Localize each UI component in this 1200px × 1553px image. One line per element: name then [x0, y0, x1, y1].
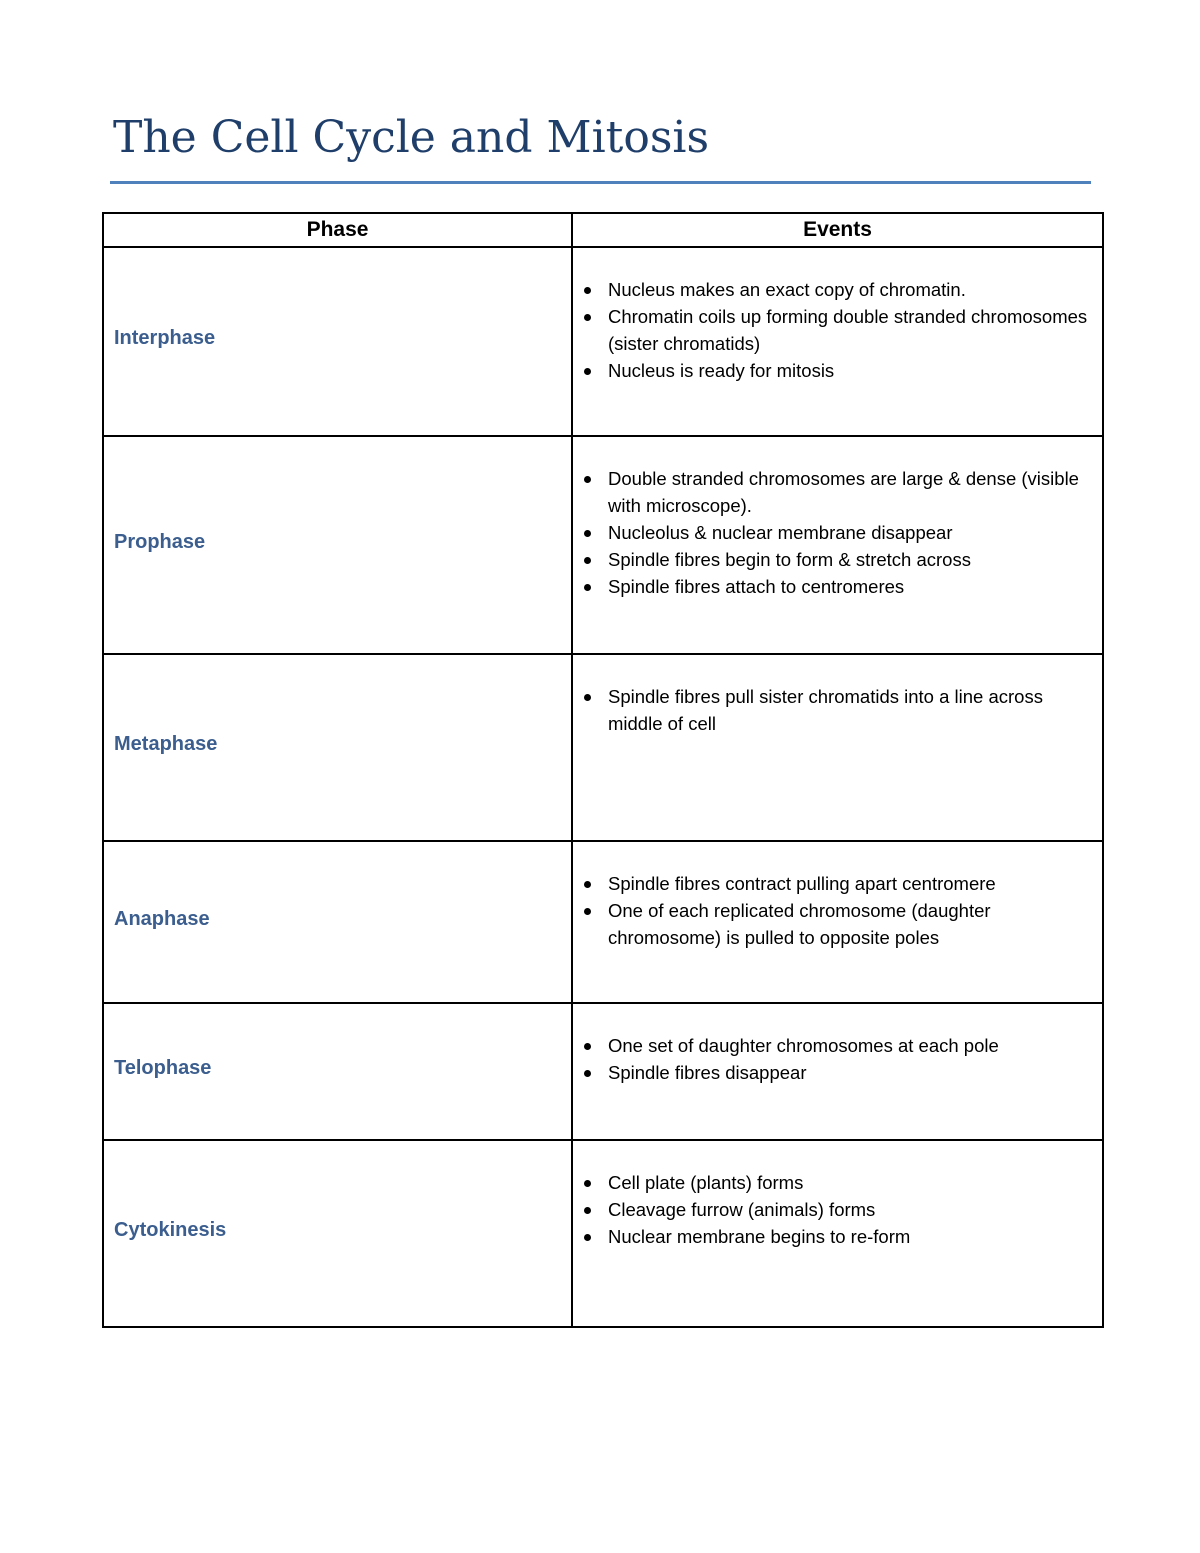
header-phase: Phase [103, 213, 572, 247]
events-list [573, 276, 1102, 384]
events-list [573, 465, 1102, 600]
events-cell [572, 654, 1103, 841]
table-row [103, 841, 1103, 1003]
table-row [103, 1140, 1103, 1327]
event-item: Nucleus is ready for mitosis [608, 357, 1102, 384]
events-list [573, 1169, 1102, 1250]
cell-cycle-table [102, 212, 1104, 1328]
event-item: Spindle fibres begin to form & stretch across [608, 546, 1102, 573]
phase-name: Metaphase [103, 654, 572, 841]
event-item: Chromatin coils up forming double stranded chromosomes (sister chromatids) [608, 303, 1102, 357]
phase-name: Interphase [103, 247, 572, 436]
phase-name: Anaphase [103, 841, 572, 1003]
event-item: Nucleus makes an exact copy of chromatin. [608, 276, 1102, 303]
events-cell [572, 247, 1103, 436]
event-item: Cell plate (plants) forms [608, 1169, 1102, 1196]
events-list [573, 683, 1102, 737]
table-row [103, 247, 1103, 436]
event-item: Spindle fibres pull sister chromatids into a line across middle of cell [608, 683, 1102, 737]
event-item: Nuclear membrane begins to re-form [608, 1223, 1102, 1250]
event-item: Nucleolus & nuclear membrane disappear [608, 519, 1102, 546]
event-item: Cleavage furrow (animals) forms [608, 1196, 1102, 1223]
table-header-row [103, 213, 1103, 247]
event-item: One of each replicated chromosome (daughter chromosome) is pulled to opposite poles [608, 897, 1102, 951]
table-row [103, 1003, 1103, 1140]
event-item: One set of daughter chromosomes at each pole [608, 1032, 1102, 1059]
phase-name: Cytokinesis [103, 1140, 572, 1327]
phase-name: Telophase [103, 1003, 572, 1140]
events-cell [572, 841, 1103, 1003]
events-cell [572, 436, 1103, 654]
phase-name: Prophase [103, 436, 572, 654]
title-divider [110, 181, 1091, 184]
events-list [573, 870, 1102, 951]
table-row [103, 654, 1103, 841]
event-item: Spindle fibres attach to centromeres [608, 573, 1102, 600]
table-row [103, 436, 1103, 654]
event-item: Spindle fibres contract pulling apart centromere [608, 870, 1102, 897]
page-title: The Cell Cycle and Mitosis [113, 112, 710, 163]
events-cell [572, 1140, 1103, 1327]
event-item: Spindle fibres disappear [608, 1059, 1102, 1086]
header-events: Events [572, 213, 1103, 247]
event-item: Double stranded chromosomes are large & dense (visible with microscope). [608, 465, 1102, 519]
events-list [573, 1032, 1102, 1086]
events-cell [572, 1003, 1103, 1140]
